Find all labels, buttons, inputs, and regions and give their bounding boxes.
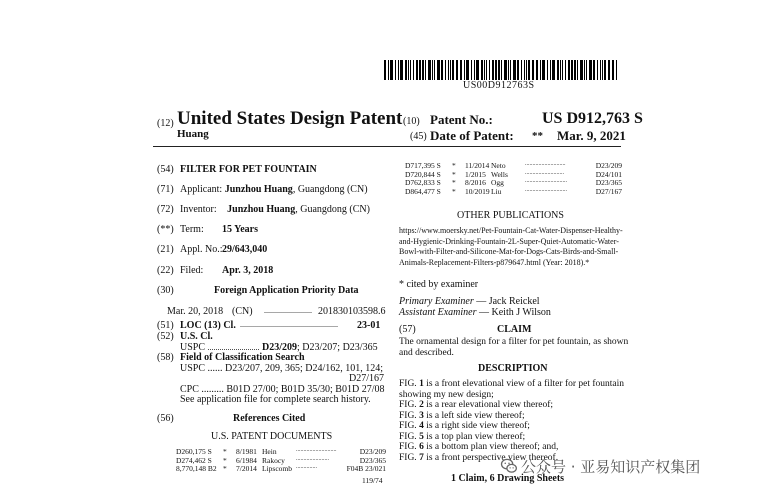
ref-name: Lipscomb — [262, 464, 292, 474]
barcode-bar — [504, 60, 507, 80]
priority-dots: ........................ — [264, 306, 312, 315]
fig-text: is a bottom plan view thereof; and, — [423, 442, 559, 452]
wechat-icon — [500, 457, 518, 475]
us-patent-docs-heading: U.S. PATENT DOCUMENTS — [211, 431, 333, 442]
barcode-bar — [495, 60, 497, 80]
field-uspc: USPC ...... D23/207, 209, 365; D24/162, 101, 124; — [180, 363, 384, 374]
term-value: 15 Years — [222, 224, 259, 235]
barcode-bar — [580, 60, 583, 80]
code-56: (56) — [157, 413, 174, 424]
other-publications-heading: OTHER PUBLICATIONS — [457, 210, 564, 221]
fig-number: 5 — [419, 431, 424, 442]
ref-name: Hein — [262, 447, 277, 456]
barcode-bar — [517, 60, 519, 80]
fig-prefix: FIG. — [399, 379, 420, 389]
reference-row — [405, 178, 622, 187]
fig-text: is a front elevational view of a filter for pet fountain — [423, 379, 625, 389]
barcode-bar — [437, 60, 440, 80]
barcode-bar — [602, 60, 603, 80]
filed-date: Apr. 3, 2018 — [222, 265, 274, 276]
ref-mark: * — [223, 447, 227, 456]
barcode-bar — [568, 60, 570, 80]
uscl-dots: .......................... — [207, 343, 260, 352]
inventor-surname: Huang — [177, 128, 209, 140]
fig-number: 6 — [419, 442, 424, 452]
claim-line: The ornamental design for a filter for pet fountain, as shown — [399, 337, 629, 347]
barcode-bar — [498, 60, 500, 80]
inventor-name: Junzhou Huang — [227, 204, 296, 215]
ref-dots: ............................ — [525, 178, 567, 185]
ref-number: D762,833 S — [405, 178, 441, 188]
fig-text: showing my new design; — [399, 389, 494, 400]
references-heading: References Cited — [233, 413, 306, 424]
fig-text: is a rear elevational view thereof; — [423, 400, 554, 410]
priority-country: (CN) — [232, 306, 253, 317]
ref-number: D274,462 S — [176, 455, 212, 465]
barcode-bar — [450, 60, 451, 80]
code-21: (21) — [157, 244, 174, 255]
ref-mark: * — [223, 455, 227, 465]
barcode-bar — [513, 60, 516, 80]
fig-number: 3 — [419, 410, 424, 421]
barcode-bar — [390, 60, 393, 80]
barcode-bar — [608, 60, 610, 80]
fig-prefix: FIG. — [399, 410, 420, 421]
barcode-bar — [510, 60, 511, 80]
barcode-bar — [471, 60, 472, 80]
reference-row — [176, 447, 386, 456]
ref-number: 8,770,148 B2 — [176, 464, 217, 474]
field-cpc: CPC ......... B01D 27/00; B01D 35/30; B01D 27/08 — [180, 384, 385, 395]
appl-number: 29/643,040 — [222, 244, 268, 255]
barcode-bar — [528, 60, 530, 80]
fig-number: 7 — [419, 452, 424, 463]
barcode-bar — [425, 60, 426, 80]
ref-class: D23/209 — [595, 161, 622, 170]
barcode-bar — [612, 60, 614, 80]
fig-prefix: FIG. — [399, 400, 420, 410]
barcode — [384, 60, 620, 80]
publication-line: Animals-Replacement-Filters-p879647.html (Year: 2018).* — [399, 257, 590, 267]
barcode-bar — [492, 60, 494, 80]
barcode-bar — [384, 60, 386, 80]
barcode-bar — [486, 60, 487, 80]
ref-date: 10/2019 — [465, 186, 490, 196]
figure-descriptions — [399, 379, 624, 463]
ref-class: D27/167 — [595, 186, 622, 196]
barcode-bar — [460, 60, 462, 80]
ref-number: D717,395 S — [405, 161, 441, 170]
ref-class: D23/209 — [359, 447, 386, 456]
barcode-bar — [422, 60, 424, 80]
figure-line — [399, 379, 624, 390]
code-22: (22) — [157, 265, 174, 276]
fig-text: is a right side view thereof; — [423, 421, 530, 431]
claim-text — [399, 337, 628, 358]
fig-prefix: FIG. — [399, 421, 420, 431]
code-51: (51) — [157, 320, 174, 331]
ref-date: 8/1981 — [236, 447, 257, 456]
assistant-examiner-name: — Keith J Wilson — [476, 307, 551, 318]
ref-class: F04B 23/021 — [346, 464, 386, 474]
fig-prefix: FIG. — [399, 431, 420, 442]
barcode-bar — [400, 60, 403, 80]
barcode-bar — [432, 60, 433, 80]
figure-line — [399, 400, 624, 411]
priority-heading: Foreign Application Priority Data — [214, 285, 359, 296]
primary-examiner-label: Primary Examiner — [399, 296, 474, 307]
barcode-bar — [481, 60, 483, 80]
priority-number: 201830103598.6 — [318, 306, 386, 317]
applicant-label: Applicant: — [180, 184, 223, 195]
figure-line — [399, 432, 624, 443]
barcode-bar — [536, 60, 538, 80]
barcode-bar — [413, 60, 414, 80]
applicant-name: Junzhou Huang — [224, 184, 293, 195]
ref-class: D24/101 — [595, 169, 622, 179]
barcode-bar — [434, 60, 435, 80]
barcode-bar — [532, 60, 534, 80]
uscl-primary: D23/209 — [262, 342, 298, 353]
ref-dots: .............. — [296, 464, 317, 471]
code-45: (45) — [410, 131, 427, 142]
reference-row — [176, 464, 386, 473]
barcode-bar — [616, 60, 617, 80]
code-52: (52) — [157, 331, 174, 342]
reference-row — [176, 456, 386, 465]
ref-number: D260,175 S — [176, 447, 212, 456]
figure-line — [399, 411, 624, 422]
other-publications — [399, 226, 623, 268]
document-number: US00D912763S — [463, 80, 535, 91]
barcode-bar — [395, 60, 396, 80]
header-rule — [153, 146, 621, 147]
barcode-bar — [521, 60, 522, 80]
uspc-label: USPC — [180, 342, 206, 353]
barcode-bar — [489, 60, 490, 80]
inventor-label: Inventor: — [180, 204, 217, 215]
date-label: Date of Patent: — [430, 128, 514, 143]
ref-number: D720,844 S — [405, 169, 441, 179]
ref-name: Ogg — [491, 178, 504, 188]
barcode-bar — [597, 60, 598, 80]
barcode-bar — [474, 60, 475, 80]
barcode-bar — [562, 60, 563, 80]
date-of-patent: Mar. 9, 2021 — [557, 128, 626, 143]
patent-title: United States Design Patent — [177, 108, 403, 129]
barcode-bar — [557, 60, 559, 80]
inventor-line — [180, 204, 370, 215]
priority-date: Mar. 20, 2018 — [167, 306, 224, 317]
field-uspc-cont: D27/167 — [349, 373, 384, 384]
barcode-bar — [524, 60, 525, 80]
barcode-bar — [560, 60, 561, 80]
date-stars: ** — [532, 130, 543, 142]
reference-row — [405, 161, 622, 170]
left-reference-list — [176, 447, 386, 473]
publication-line: https://www.moersky.net/Pet-Fountain-Cat-Water-Dispenser-Healthy- — [399, 226, 623, 235]
barcode-bar — [456, 60, 458, 80]
barcode-bar — [574, 60, 576, 80]
term-label: Term: — [180, 224, 204, 235]
barcode-bar — [571, 60, 573, 80]
barcode-bar — [388, 60, 389, 80]
patent-number: US D912,763 S — [542, 110, 643, 127]
barcode-bar — [593, 60, 595, 80]
figure-line — [399, 390, 624, 401]
barcode-bar — [484, 60, 485, 80]
barcode-bar — [441, 60, 443, 80]
claims-sheets-count: 1 Claim, 6 Drawing Sheets — [451, 473, 565, 484]
ref-dots: ........................... — [296, 447, 337, 453]
primary-examiner-name: — Jack Reickel — [473, 296, 540, 307]
ref-name: Rakocy — [262, 455, 285, 465]
barcode-bar — [565, 60, 566, 80]
barcode-bar — [476, 60, 479, 80]
reference-row — [405, 187, 622, 196]
barcode-bar — [501, 60, 502, 80]
patent-no-label: Patent No.: — [430, 112, 493, 127]
applicant-place: , Guangdong (CN) — [292, 184, 368, 195]
figure-line — [399, 421, 624, 432]
fig-number: 2 — [419, 400, 424, 410]
barcode-bar — [452, 60, 454, 80]
barcode-bar — [428, 60, 431, 80]
ref-dots: ...................... — [296, 455, 329, 462]
ref-date: 1/2015 — [465, 169, 486, 179]
barcode-bar — [550, 60, 551, 80]
barcode-bar — [416, 60, 418, 80]
ref-dots: ............................ — [525, 186, 567, 193]
ref-name: Neto — [491, 161, 506, 170]
barcode-bar — [577, 60, 578, 80]
ref-class: D23/365 — [595, 178, 622, 188]
watermark-text: 公众号 · 亚易知识产权集团 — [521, 458, 701, 476]
ref-name: Liu — [491, 186, 502, 196]
barcode-bar — [448, 60, 449, 80]
cited-note: * cited by examiner — [399, 279, 479, 290]
ref-date: 11/2014 — [465, 161, 490, 170]
loc-label: LOC (13) Cl. — [180, 320, 236, 331]
publication-line: Bowl-with-Filter-and-Silicone-Mat-for-Dogs-Cats-Birds-and-Small- — [399, 247, 619, 256]
ref-date: 8/2016 — [465, 178, 486, 188]
claim-line: and described. — [399, 347, 454, 358]
fig-text: is a left side view thereof; — [423, 410, 525, 421]
barcode-bar — [419, 60, 421, 80]
barcode-bar — [604, 60, 606, 80]
code-30: (30) — [157, 285, 174, 296]
barcode-bar — [445, 60, 446, 80]
ref-name: Wells — [491, 169, 508, 179]
code-58: (58) — [157, 352, 174, 363]
barcode-bar — [466, 60, 469, 80]
barcode-bar — [508, 60, 509, 80]
see-application: See application file for complete search history. — [180, 394, 371, 405]
applicant-line — [180, 184, 368, 195]
design-title: FILTER FOR PET FOUNTAIN — [180, 164, 317, 175]
ref-mark: * — [452, 169, 456, 179]
barcode-bar — [589, 60, 592, 80]
barcode-bar — [542, 60, 545, 80]
watermark — [500, 456, 700, 477]
ref-mark: * — [452, 186, 456, 196]
inventor-place: , Guangdong (CN) — [295, 204, 370, 215]
barcode-bar — [547, 60, 548, 80]
figure-line — [399, 442, 624, 453]
barcode-bar — [398, 60, 399, 80]
barcode-bar — [584, 60, 585, 80]
barcode-bar — [405, 60, 407, 80]
ref-dots: ........................... — [525, 161, 566, 167]
loc-value: 23-01 — [357, 320, 381, 331]
ref-number: D864,477 S — [405, 186, 441, 196]
primary-examiner — [399, 296, 540, 307]
fig-number: 1 — [419, 379, 424, 389]
barcode-bar — [410, 60, 411, 80]
claim-heading: CLAIM — [497, 324, 532, 335]
fig-text: is a front perspective view thereof. — [423, 452, 559, 463]
code-72: (72) — [157, 204, 174, 215]
fig-prefix: FIG. — [399, 442, 420, 452]
ref-mark: * — [452, 178, 456, 188]
barcode-bar — [526, 60, 527, 80]
ref-date: 7/2014 — [236, 464, 257, 474]
barcode-bar — [552, 60, 555, 80]
loc-dots: ................................................. — [240, 320, 338, 329]
code-57: (57) — [399, 324, 416, 335]
description-heading: DESCRIPTION — [478, 363, 548, 374]
assistant-examiner — [399, 307, 551, 318]
uscl-label: U.S. Cl. — [180, 331, 213, 342]
ref-mark: * — [452, 161, 456, 170]
code-10: (10) — [403, 116, 420, 127]
right-reference-list — [405, 161, 622, 195]
reference-row — [405, 170, 622, 179]
appl-label: Appl. No.: — [180, 244, 223, 255]
barcode-bar — [464, 60, 465, 80]
fig-text: is a top plan view thereof; — [423, 431, 526, 442]
code-12: (12) — [157, 118, 174, 129]
ref-dots: .......................... — [525, 169, 564, 176]
barcode-bar — [586, 60, 587, 80]
ref-date: 6/1984 — [236, 455, 257, 465]
code-term: (**) — [157, 224, 174, 235]
ref-class: D23/365 — [359, 455, 386, 465]
code-71: (71) — [157, 184, 174, 195]
code-54: (54) — [157, 164, 174, 175]
filed-label: Filed: — [180, 265, 204, 276]
fig-prefix: FIG. — [399, 452, 420, 463]
publication-line: and-Hygienic-Drinking-Fountain-2L-Super-Quiet-Automatic-Water- — [399, 236, 619, 246]
ref-mark: * — [223, 464, 227, 474]
barcode-bar — [540, 60, 541, 80]
fig-number: 4 — [419, 421, 424, 431]
barcode-bar — [600, 60, 601, 80]
barcode-bar — [408, 60, 409, 80]
assistant-examiner-label: Assistant Examiner — [399, 307, 477, 318]
reference-continuation: 119/74 — [362, 476, 383, 485]
field-label: Field of Classification Search — [180, 352, 305, 363]
uscl-secondary: ; D23/207; D23/365 — [297, 342, 378, 353]
